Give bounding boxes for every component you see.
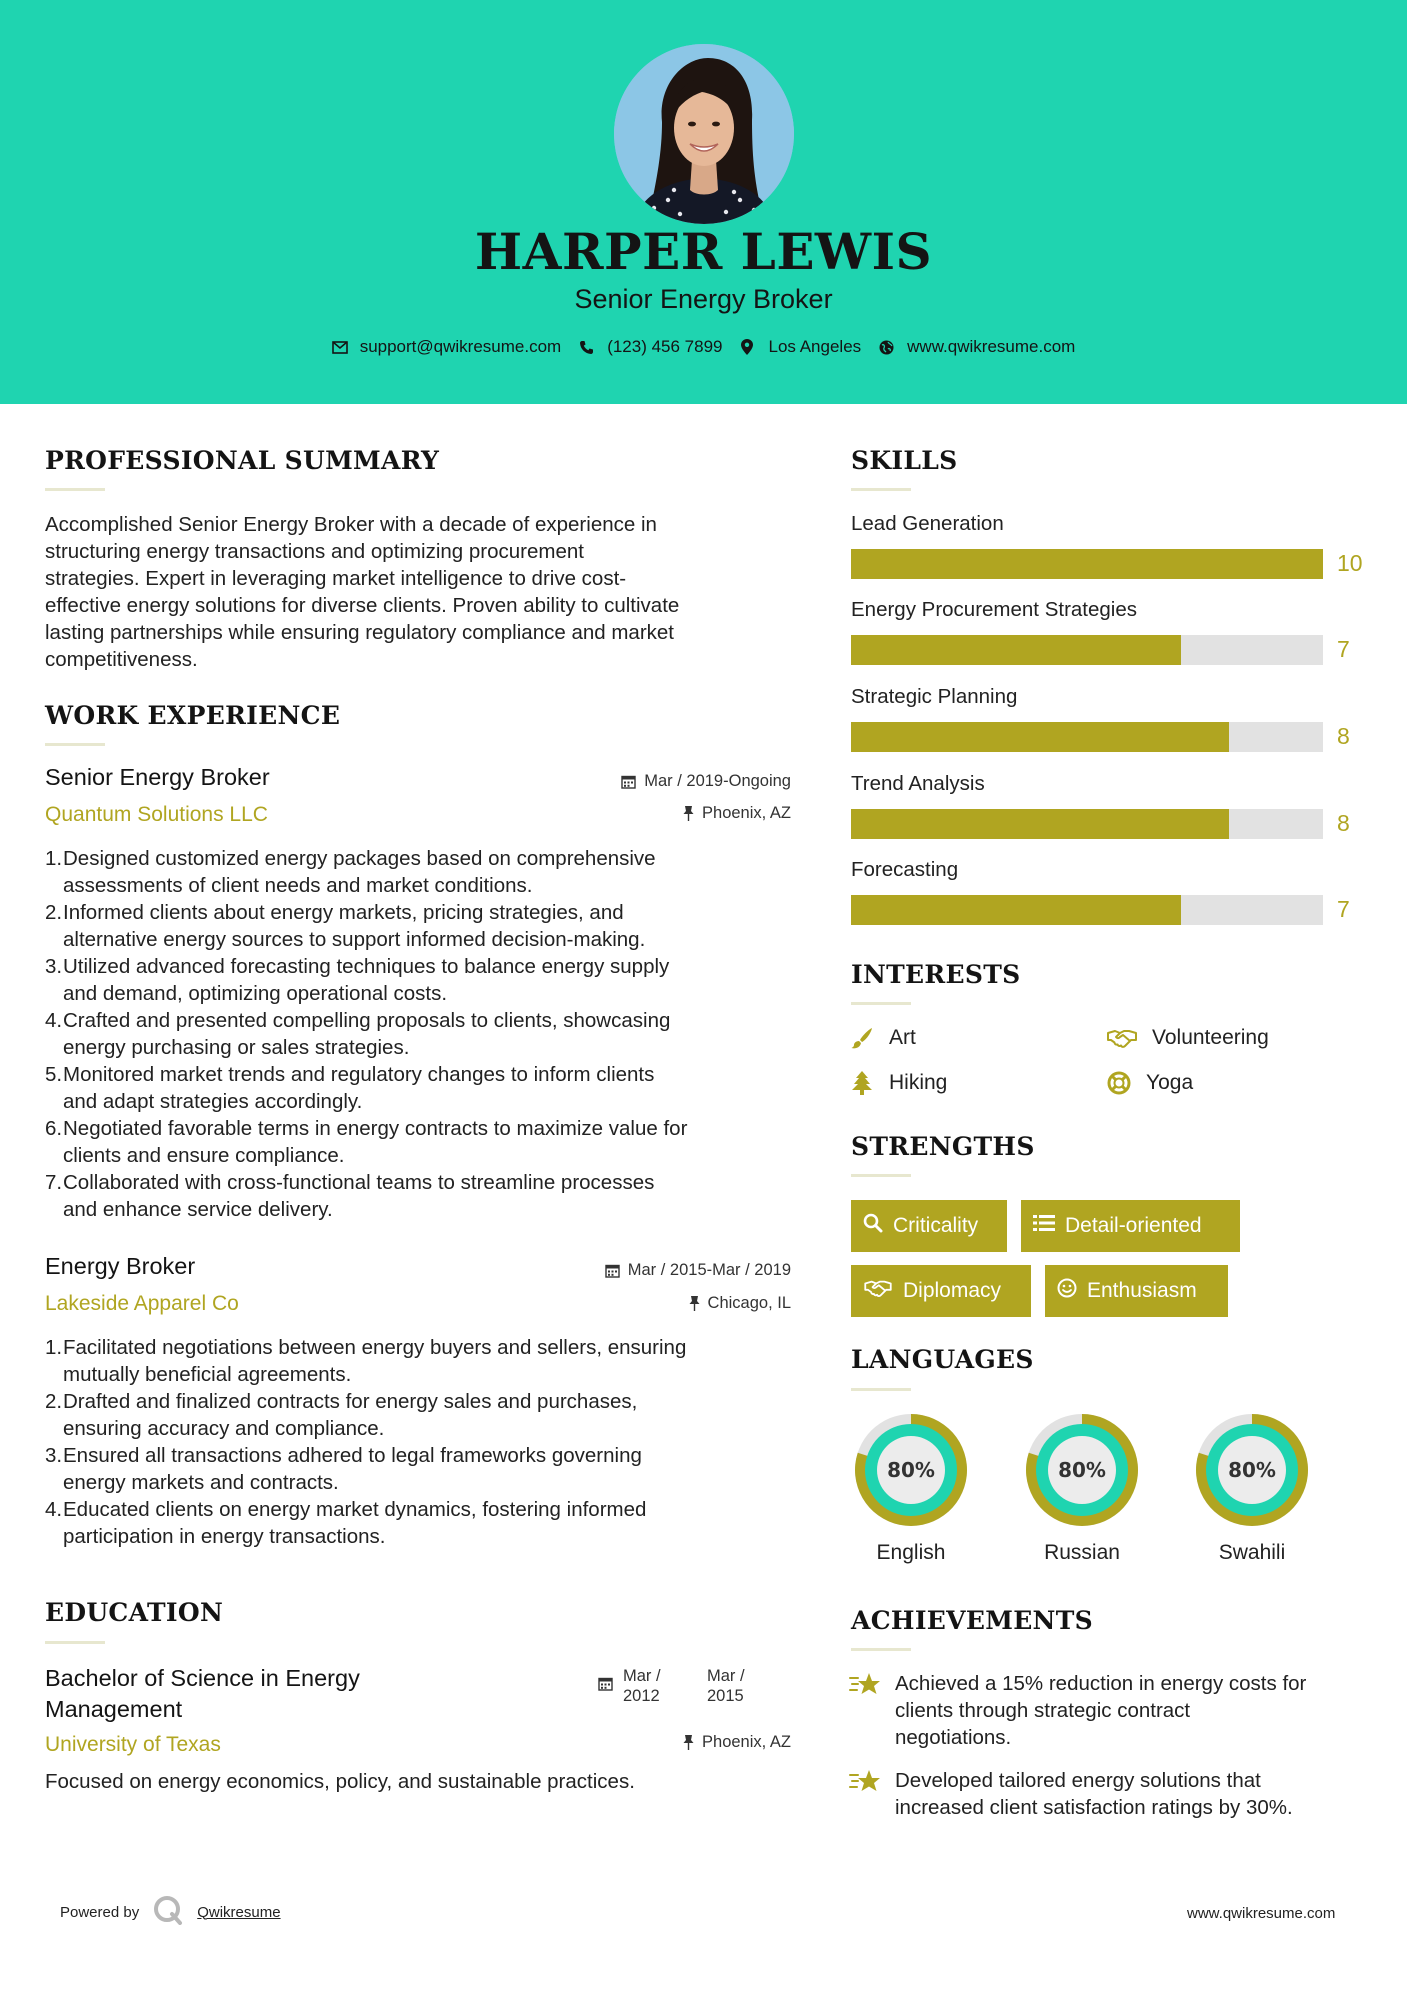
list-item: 5. Monitored market trends and regulatory changes to inform clients and adapt strategies accordingly. bbox=[45, 1063, 655, 1113]
skill-bar-fill bbox=[851, 635, 1181, 665]
pushpin-icon bbox=[683, 1735, 694, 1750]
list-item: 3. Utilized advanced forecasting techniques to balance energy supply and demand, optimizing operational costs. bbox=[45, 955, 670, 1005]
degree-line: Bachelor of Science in Energy bbox=[45, 1665, 360, 1691]
interests-divider bbox=[851, 1002, 911, 1005]
contact-email[interactable] bbox=[332, 337, 562, 357]
star-icon bbox=[849, 1670, 881, 1751]
candidate-name: HARPER LEWIS bbox=[474, 222, 933, 281]
interest-label: Art bbox=[889, 1026, 916, 1049]
language-item bbox=[850, 1409, 972, 1565]
skill-bar bbox=[851, 722, 1323, 752]
strength-badge bbox=[851, 1200, 1007, 1252]
achievements-divider bbox=[851, 1648, 911, 1651]
envelope-icon bbox=[332, 341, 350, 354]
interest-item bbox=[849, 1070, 947, 1096]
footer-website[interactable]: www.qwikresume.com bbox=[1187, 1905, 1336, 1922]
language-item bbox=[1191, 1409, 1313, 1565]
smile-icon bbox=[1057, 1278, 1077, 1304]
education-end: Mar / 2015 bbox=[707, 1667, 745, 1705]
strength-label: Diplomacy bbox=[903, 1279, 1002, 1302]
skill-name: Trend Analysis bbox=[851, 772, 985, 795]
skills-heading: SKILLS bbox=[851, 446, 958, 475]
contact-phone[interactable] bbox=[579, 337, 722, 357]
experience-heading: WORK EXPERIENCE bbox=[45, 701, 341, 730]
qwikresume-logo-icon bbox=[153, 1895, 183, 1929]
skill-score: 7 bbox=[1337, 636, 1350, 662]
summary-line: structuring energy transactions and optimizing procurement bbox=[45, 540, 584, 563]
pushpin-icon bbox=[683, 806, 694, 821]
list-item: 6. Negotiated favorable terms in energy contracts to maximize value for clients and ensure compliance. bbox=[45, 1117, 688, 1167]
skill-bar-fill bbox=[851, 895, 1181, 925]
language-ring bbox=[1191, 1409, 1313, 1531]
list-item: 7. Collaborated with cross-functional teams to streamline processes and enhance service delivery. bbox=[45, 1171, 655, 1221]
summary-divider bbox=[45, 488, 105, 491]
skill-score: 10 bbox=[1337, 550, 1363, 576]
interest-item bbox=[1106, 1070, 1193, 1096]
skill-bar bbox=[851, 549, 1323, 579]
education-location-text: Phoenix, AZ bbox=[702, 1733, 791, 1751]
powered-by-label: Powered by bbox=[60, 1903, 140, 1921]
job-2-company: Lakeside Apparel Co bbox=[45, 1292, 239, 1315]
interests-heading: INTERESTS bbox=[851, 960, 1021, 989]
skill-bar bbox=[851, 809, 1323, 839]
avatar bbox=[614, 44, 794, 224]
job-title: Senior Energy Broker bbox=[574, 284, 833, 314]
list-item: 3. Ensured all transactions adhered to legal frameworks governing energy markets and contracts. bbox=[45, 1444, 642, 1494]
calendar-icon bbox=[605, 1263, 620, 1278]
skill-bar bbox=[851, 895, 1323, 925]
achievement-text: Achieved a 15% reduction in energy costs for clients through strategic contract negotiations. bbox=[895, 1672, 1307, 1749]
strength-label: Criticality bbox=[893, 1214, 979, 1237]
job-2-dates-text: Mar / 2015-Mar / 2019 bbox=[627, 1261, 791, 1279]
lifering-icon bbox=[1106, 1070, 1132, 1096]
education-location bbox=[540, 1733, 791, 1752]
contact-location bbox=[741, 337, 862, 357]
job-2-title: Energy Broker bbox=[45, 1253, 196, 1279]
job-2-location bbox=[540, 1294, 791, 1313]
footer-powered-by bbox=[60, 1895, 281, 1929]
interest-label: Yoga bbox=[1146, 1071, 1194, 1094]
languages-heading: LANGUAGES bbox=[851, 1345, 1034, 1374]
website-text: www.qwikresume.com bbox=[907, 337, 1076, 356]
skill-name: Strategic Planning bbox=[851, 685, 1018, 708]
list-icon bbox=[1033, 1214, 1055, 1238]
summary-line: strategies. Expert in leveraging market intelligence to drive cost- bbox=[45, 567, 627, 590]
globe-icon bbox=[879, 340, 897, 355]
list-item: 4. Crafted and presented compelling proposals to clients, showcasing energy purchasing or sales strategies. bbox=[45, 1009, 671, 1059]
language-name: Swahili bbox=[1218, 1541, 1286, 1564]
search-icon bbox=[863, 1213, 883, 1239]
strengths-divider bbox=[851, 1174, 911, 1177]
achievement-item bbox=[849, 1670, 1369, 1751]
job-1-location-text: Phoenix, AZ bbox=[702, 804, 791, 822]
list-item: 1. Designed customized energy packages based on comprehensive assessments of client needs and market conditions. bbox=[45, 847, 656, 897]
education-start: Mar / 2012 bbox=[623, 1667, 661, 1705]
skill-bar-fill bbox=[851, 549, 1323, 579]
job-1-dates bbox=[540, 772, 791, 791]
tree-icon bbox=[849, 1070, 875, 1096]
contact-website[interactable] bbox=[879, 337, 1075, 357]
job-2-duties bbox=[45, 1334, 805, 1550]
skill-score: 8 bbox=[1337, 810, 1350, 836]
achievement-item bbox=[849, 1767, 1369, 1821]
star-icon bbox=[849, 1767, 881, 1821]
skill-name: Lead Generation bbox=[851, 512, 1004, 535]
degree-line: Management bbox=[45, 1696, 183, 1722]
paintbrush-icon bbox=[849, 1025, 875, 1051]
handshake-icon bbox=[863, 1278, 893, 1304]
skill-name: Forecasting bbox=[851, 858, 959, 881]
email-text: support@qwikresume.com bbox=[359, 337, 562, 356]
language-ring bbox=[1021, 1409, 1143, 1531]
skill-score: 7 bbox=[1337, 896, 1350, 922]
resume-header bbox=[0, 0, 1407, 404]
education-divider bbox=[45, 1641, 105, 1644]
summary-text bbox=[45, 511, 805, 673]
education-heading: EDUCATION bbox=[45, 1598, 224, 1627]
education-dates bbox=[598, 1666, 745, 1706]
language-ring bbox=[850, 1409, 972, 1531]
list-item: 4. Educated clients on energy market dynamics, fostering informed participation in energy transactions. bbox=[45, 1498, 647, 1548]
skill-bar-fill bbox=[851, 722, 1229, 752]
list-item: 1. Facilitated negotiations between energy buyers and sellers, ensuring mutually beneficial agreements. bbox=[45, 1336, 687, 1386]
calendar-icon bbox=[598, 1676, 613, 1696]
language-percent: 80% bbox=[887, 1458, 935, 1482]
languages-divider bbox=[851, 1388, 911, 1391]
skills-divider bbox=[851, 488, 911, 491]
job-2-location-text: Chicago, IL bbox=[707, 1294, 791, 1312]
achievements-heading: ACHIEVEMENTS bbox=[851, 1606, 1093, 1635]
education-description: Focused on energy economics, policy, and sustainable practices. bbox=[45, 1770, 635, 1793]
strength-badge bbox=[851, 1265, 1031, 1317]
location-text: Los Angeles bbox=[768, 337, 862, 356]
school-name: University of Texas bbox=[45, 1733, 221, 1756]
interest-label: Hiking bbox=[889, 1071, 948, 1094]
interest-label: Volunteering bbox=[1152, 1026, 1269, 1049]
interest-item bbox=[1106, 1025, 1269, 1051]
strength-label: Enthusiasm bbox=[1087, 1279, 1197, 1302]
language-item bbox=[1021, 1409, 1143, 1565]
achievement-text: Developed tailored energy solutions that increased client satisfaction ratings by 30%. bbox=[895, 1769, 1293, 1819]
summary-line: lasting partnerships while ensuring regulatory compliance and market bbox=[45, 621, 674, 644]
strength-badge bbox=[1045, 1265, 1228, 1317]
language-name: Russian bbox=[1044, 1541, 1120, 1564]
pushpin-icon bbox=[689, 1296, 700, 1311]
skill-bar-fill bbox=[851, 809, 1229, 839]
language-name: English bbox=[876, 1541, 946, 1564]
list-item: 2. Drafted and finalized contracts for energy sales and purchases, ensuring accuracy and compliance. bbox=[45, 1390, 638, 1440]
profile-photo bbox=[614, 44, 794, 224]
experience-divider bbox=[45, 743, 105, 746]
list-item: 2. Informed clients about energy markets, pricing strategies, and alternative energy sources to support informed decision-making. bbox=[45, 901, 646, 951]
map-pin-icon bbox=[741, 339, 759, 355]
job-1-dates-text: Mar / 2019-Ongoing bbox=[644, 772, 791, 790]
calendar-icon bbox=[621, 774, 636, 789]
language-percent: 80% bbox=[1058, 1458, 1106, 1482]
strength-badge bbox=[1021, 1200, 1240, 1252]
phone-text: (123) 456 7899 bbox=[607, 337, 723, 356]
job-1-location bbox=[540, 804, 791, 823]
job-1-title: Senior Energy Broker bbox=[45, 764, 270, 790]
summary-line: competitiveness. bbox=[45, 648, 198, 671]
skill-name: Energy Procurement Strategies bbox=[851, 598, 1137, 621]
summary-line: Accomplished Senior Energy Broker with a decade of experience in bbox=[45, 513, 657, 536]
qwikresume-link[interactable]: Qwikresume bbox=[197, 1903, 281, 1921]
interest-item bbox=[849, 1025, 916, 1051]
degree-title bbox=[45, 1663, 360, 1725]
job-2-dates bbox=[540, 1261, 791, 1280]
handshake-icon bbox=[1106, 1025, 1138, 1051]
job-1-company: Quantum Solutions LLC bbox=[45, 803, 268, 826]
contact-bar bbox=[0, 337, 1407, 357]
language-percent: 80% bbox=[1228, 1458, 1276, 1482]
phone-icon bbox=[579, 340, 597, 355]
summary-line: effective energy solutions for diverse clients. Proven ability to cultivate bbox=[45, 594, 680, 617]
skill-bar bbox=[851, 635, 1323, 665]
skill-score: 8 bbox=[1337, 723, 1350, 749]
summary-heading: PROFESSIONAL SUMMARY bbox=[45, 446, 440, 475]
strengths-heading: STRENGTHS bbox=[851, 1132, 1035, 1161]
job-1-duties bbox=[45, 845, 805, 1223]
strength-label: Detail-oriented bbox=[1065, 1214, 1202, 1237]
